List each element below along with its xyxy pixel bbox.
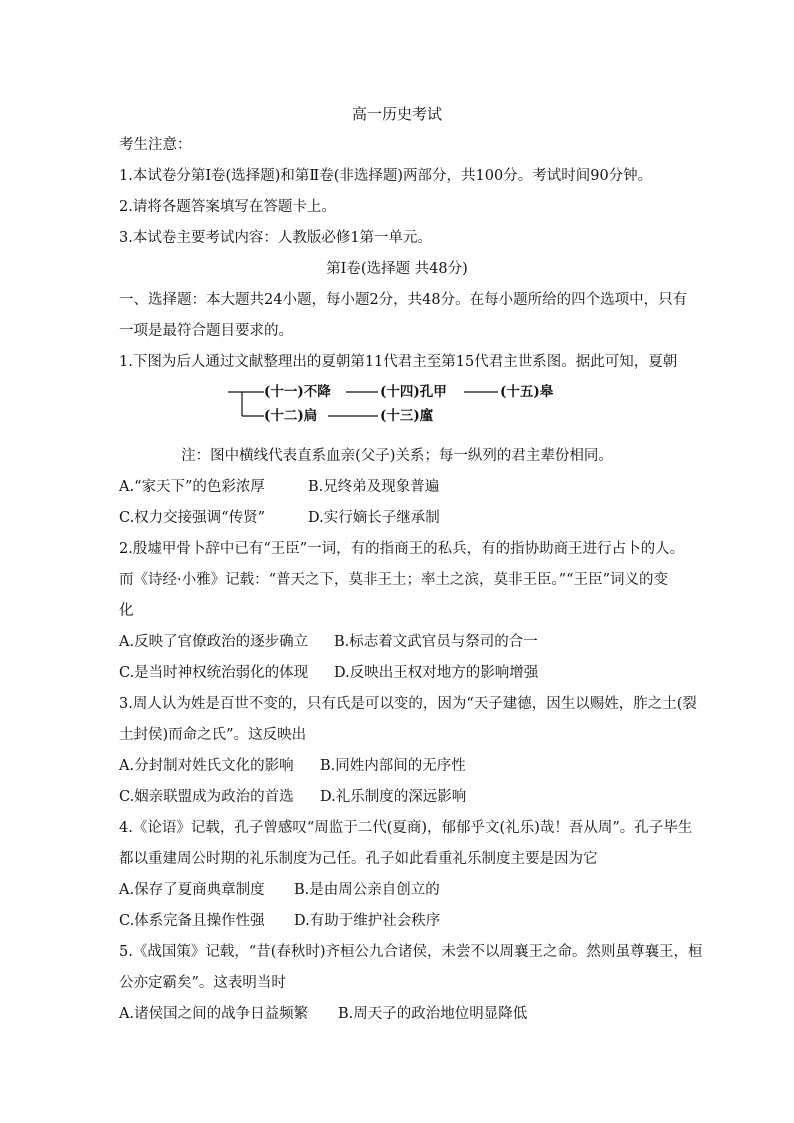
node-11-bujiang: (十一)不降 xyxy=(264,384,331,400)
node-13-jin: (十三)廑 xyxy=(380,408,434,424)
q2-stem-line-1: 2.殷墟甲骨卜辞中已有“王臣”一词，有的指商王的私兵，有的指协助商王进行占卜的人。 xyxy=(119,541,685,557)
q4-option-c: C.体系完备且操作性强 xyxy=(119,913,265,929)
section-title: 第Ⅰ卷(选择题 共48分) xyxy=(326,261,468,277)
q4-option-a: A.保存了夏商典章制度 xyxy=(119,882,265,898)
q1-option-a: A.“家天下”的色彩浓厚 xyxy=(119,479,265,495)
q3-option-d: D.礼乐制度的深远影响 xyxy=(320,789,467,805)
q5-stem-line-1: 5.《战国策》记载，“昔(春秋时)齐桓公九合诸侯，未尝不以周襄王之命。然则虽尊襄王，桓 xyxy=(119,944,703,960)
q2-stem-line-3: 化 xyxy=(119,603,134,619)
q4-stem-line-1: 4.《论语》记载，孔子曾感叹“周监于二代(夏商)，郁郁乎文(礼乐)哉！吾从周”。孔子毕生 xyxy=(119,820,693,836)
q3-option-a: A.分封制对姓氏文化的影响 xyxy=(119,758,294,774)
q3-stem-line-1: 3.周人认为姓是百世不变的，只有氏是可以变的，因为“天子建德，因生以赐姓，胙之土(裂 xyxy=(119,696,697,712)
q3-option-b: B.同姓内部间的无序性 xyxy=(320,758,466,774)
section-intro-line-1: 一、选择题：本大题共24小题，每小题2分，共48分。在每小题所给的四个选项中，只有 xyxy=(119,292,688,308)
q4-option-d: D.有助于维护社会秩序 xyxy=(294,913,441,929)
q4-stem-line-2: 都以重建周公时期的礼乐制度为己任。孔子如此看重礼乐制度主要是因为它 xyxy=(119,851,598,867)
q5-option-b: B.周天子的政治地位明显降低 xyxy=(338,1006,528,1022)
q1-option-b: B.兄终弟及现象普遍 xyxy=(308,479,440,495)
q2-option-a: A.反映了官僚政治的逐步确立 xyxy=(119,634,309,650)
q1-option-c: C.权力交接强调“传贤” xyxy=(119,510,266,526)
node-12-jiong: (十二)扃 xyxy=(264,408,318,424)
q1-lineage-diagram xyxy=(228,380,588,426)
q5-stem-line-2: 公亦定霸矣”。这表明当时 xyxy=(119,975,286,991)
exam-title: 高一历史考试 xyxy=(351,105,442,123)
notice-1: 1.本试卷分第Ⅰ卷(选择题)和第Ⅱ卷(非选择题)两部分，共100分。考试时间90分钟。 xyxy=(119,168,653,184)
q3-stem-line-2: 土封侯)而命之氏”。这反映出 xyxy=(119,727,307,743)
notice-3: 3.本试卷主要考试内容：人教版必修1第一单元。 xyxy=(119,230,433,246)
q2-option-d: D.反映出王权对地方的影响增强 xyxy=(334,665,539,681)
q1-stem: 1.下图为后人通过文献整理出的夏朝第11代君主至第15代君主世系图。据此可知，夏朝 xyxy=(119,354,678,370)
q4-option-b: B.是由周公亲自创立的 xyxy=(294,882,440,898)
section-intro-line-2: 一项是最符合题目要求的。 xyxy=(119,323,293,339)
q2-option-b: B.标志着文武官员与祭司的合一 xyxy=(334,634,538,650)
q2-option-c: C.是当时神权统治弱化的体现 xyxy=(119,665,309,681)
node-15-gao: (十五)皋 xyxy=(500,384,554,400)
q2-stem-line-2: 而《诗经·小雅》记载：“普天之下，莫非王土；率土之滨，莫非王臣。”“王臣”词义的变 xyxy=(119,572,669,588)
q1-note: 注：图中横线代表直系血亲(父子)关系；每一纵列的君主辈份相同。 xyxy=(181,448,613,464)
notice-heading: 考生注意： xyxy=(119,137,192,153)
notice-2: 2.请将各题答案填写在答题卡上。 xyxy=(119,199,336,215)
node-14-kongjia: (十四)孔甲 xyxy=(380,384,447,400)
q5-option-a: A.诸侯国之间的战争日益频繁 xyxy=(119,1006,309,1022)
q1-option-d: D.实行嫡长子继承制 xyxy=(308,510,440,526)
q3-option-c: C.姻亲联盟成为政治的首选 xyxy=(119,789,294,805)
